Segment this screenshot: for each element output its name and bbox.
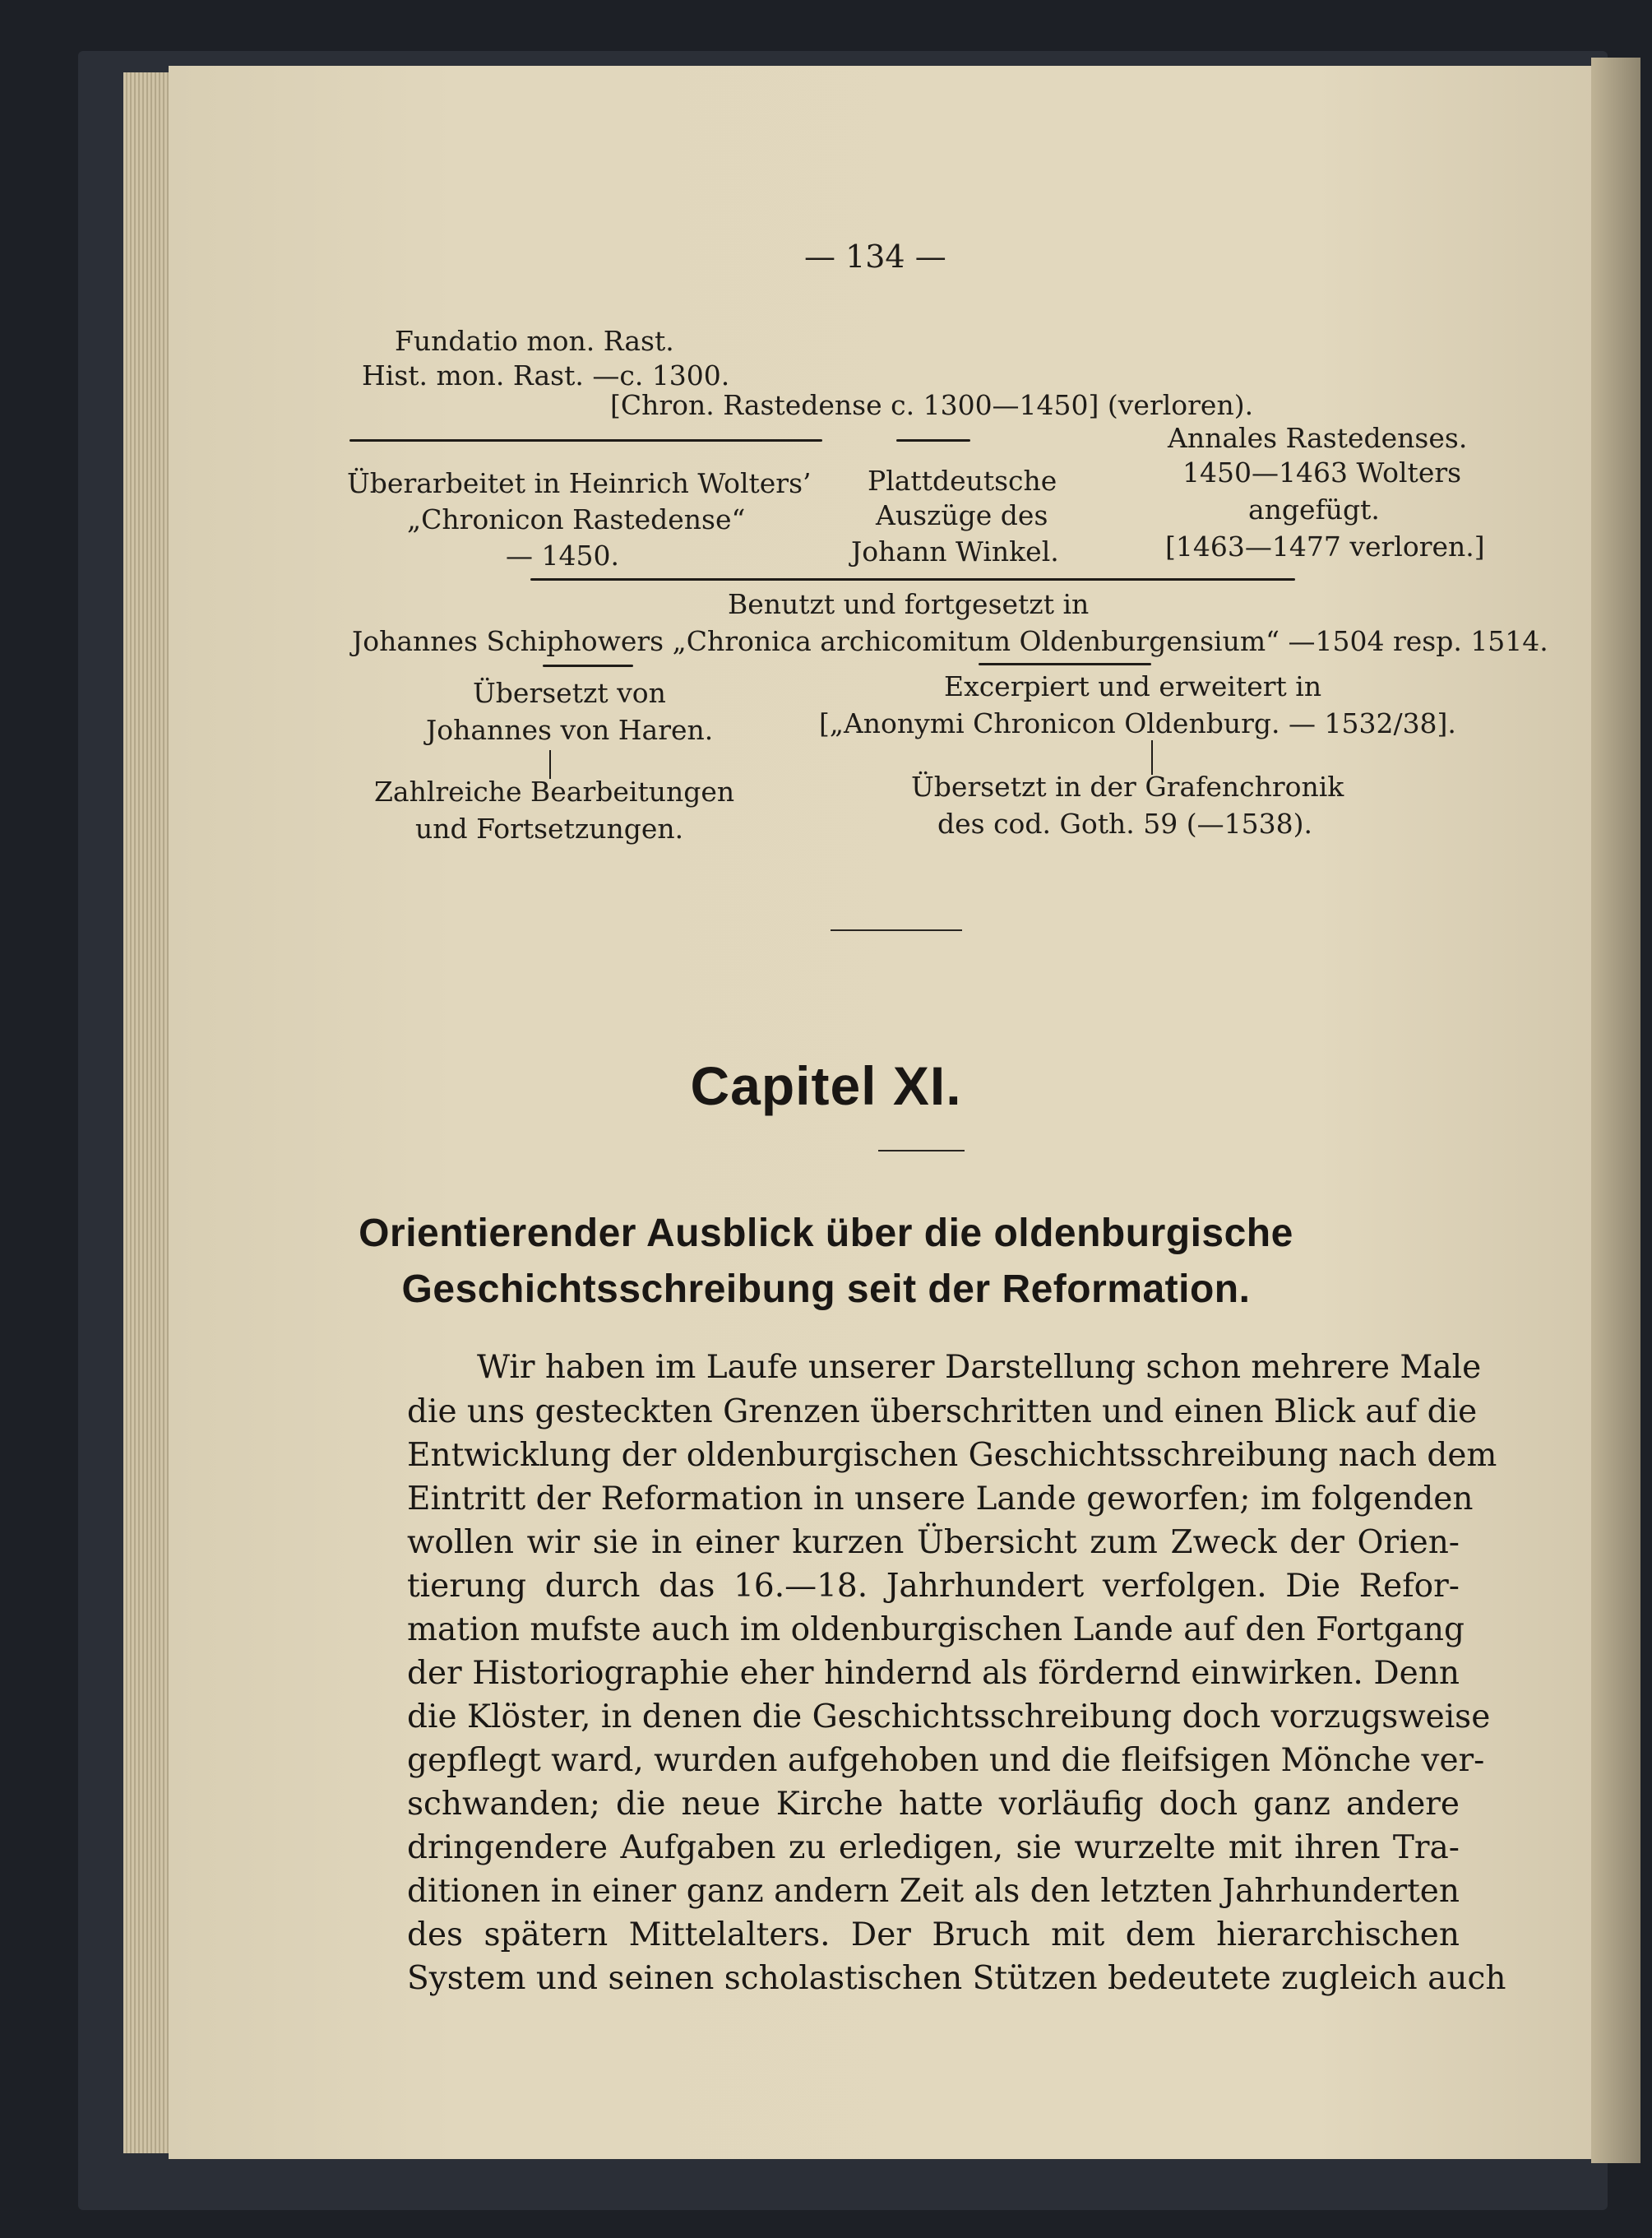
stemma-platt-3: Johann Winkel. bbox=[851, 535, 1059, 568]
body-line: Eintritt der Reformation in unsere Lande geworfen; im folgenden bbox=[407, 1480, 1474, 1517]
section-rule bbox=[831, 929, 962, 931]
section-title-2: Geschichtsschreibung seit der Reformation. bbox=[401, 1267, 1251, 1311]
stemma-zahlreiche-1: Zahlreiche Bearbeitungen bbox=[374, 776, 735, 808]
body-line: Wir haben im Laufe unserer Darstellung schon mehrere Male bbox=[477, 1349, 1482, 1386]
stemma-uebersetzt-2: Johannes von Haren. bbox=[426, 714, 714, 746]
body-line: ditionen in einer ganz andern Zeit als den letzten Jahrhunderten bbox=[407, 1873, 1460, 1910]
stemma-fundatio: Fundatio mon. Rast. bbox=[395, 325, 674, 357]
stemma-grafen-2: des cod. Goth. 59 (—1538). bbox=[937, 808, 1312, 840]
stemma-uebersetzt-1: Übersetzt von bbox=[473, 677, 666, 709]
connector-haren bbox=[549, 750, 551, 779]
stemma-angefuegt: angefügt. bbox=[1248, 493, 1380, 526]
body-line: System und seinen scholastischen Stützen bedeutete zugleich auch bbox=[407, 1960, 1506, 1997]
stemma-wolters-2: „Chronicon Rastedense“ bbox=[407, 503, 746, 535]
stemma-zahlreiche-2: und Fortsetzungen. bbox=[415, 813, 684, 845]
body-line: Entwicklung der oldenburgischen Geschichtsschreibung nach dem bbox=[407, 1437, 1497, 1474]
section-title-1: Orientierender Ausblick über die oldenburgische bbox=[359, 1212, 1293, 1255]
body-line: tierung durch das 16.—18. Jahrhundert verfolgen. Die Refor- bbox=[407, 1568, 1460, 1605]
body-line: mation mufste auch im oldenburgischen Lande auf den Fortgang bbox=[407, 1611, 1465, 1648]
body-line: schwanden; die neue Kirche hatte vorläufig doch ganz andere bbox=[407, 1786, 1460, 1823]
chapter-rule bbox=[878, 1150, 965, 1151]
stemma-wolters-3: — 1450. bbox=[506, 540, 619, 572]
stemma-chron: [Chron. Rastedense c. 1300—1450] (verloren). bbox=[610, 389, 1254, 421]
connector-grafen bbox=[1151, 740, 1153, 775]
brace-merge bbox=[530, 578, 1295, 581]
body-line: des spätern Mittelalters. Der Bruch mit dem hierarchischen bbox=[407, 1916, 1460, 1953]
stemma-anonymi: [„Anonymi Chronicon Oldenburg. — 1532/38]. bbox=[819, 707, 1456, 739]
chapter-title: Capitel XI. bbox=[690, 1055, 962, 1116]
stemma-hist: Hist. mon. Rast. —c. 1300. bbox=[362, 359, 730, 392]
body-line: gepflegt ward, wurden aufgehoben und die fleifsigen Mönche ver- bbox=[407, 1742, 1485, 1779]
brace-top-middle bbox=[896, 439, 970, 442]
page-number: — 134 — bbox=[804, 239, 946, 275]
stemma-platt-2: Auszüge des bbox=[876, 499, 1048, 531]
stemma-grafen-1: Übersetzt in der Grafenchronik bbox=[911, 771, 1344, 803]
body-line: der Historiographie eher hindernd als fördernd einwirken. Denn bbox=[407, 1655, 1460, 1692]
stemma-platt-1: Plattdeutsche bbox=[868, 465, 1057, 497]
body-line: dringendere Aufgaben zu erledigen, sie wurzelte mit ihren Tra- bbox=[407, 1829, 1460, 1866]
stemma-schiphower: Johannes Schiphowers „Chronica archicomitum Oldenburgensium“ —1504 resp. 1514. bbox=[352, 625, 1548, 657]
body-line: wollen wir sie in einer kurzen Übersicht zum Zweck der Orien- bbox=[407, 1524, 1460, 1561]
brace-haren bbox=[543, 665, 633, 667]
stemma-annales: Annales Rastedenses. bbox=[1168, 422, 1468, 454]
stemma-wolters-1: Überarbeitet in Heinrich Wolters’ bbox=[347, 467, 812, 499]
body-line: die uns gesteckten Grenzen überschritten und einen Blick auf die bbox=[407, 1393, 1478, 1430]
stemma-annales-years: 1450—1463 Wolters bbox=[1182, 456, 1462, 489]
stemma-verloren: [1463—1477 verloren.] bbox=[1165, 531, 1485, 563]
stemma-excerpiert: Excerpiert und erweitert in bbox=[944, 670, 1322, 702]
body-line: die Klöster, in denen die Geschichtsschreibung doch vorzugsweise bbox=[407, 1698, 1491, 1735]
stemma-benutzt: Benutzt und fortgesetzt in bbox=[728, 588, 1090, 620]
brace-excerpt bbox=[979, 663, 1151, 665]
brace-top-left bbox=[349, 439, 822, 442]
